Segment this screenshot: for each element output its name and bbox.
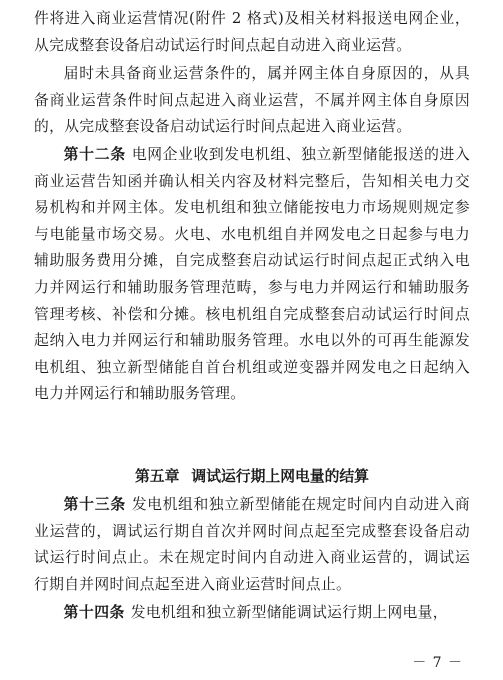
paragraph-text: 届时未具备商业运营条件的，属并网主体自身原因的，从具备商业运营条件时间点起进入商业运营，不属并网主体自身原因的，从完成整套设备启动试运行时间点起进入商业运营。 [34,65,470,136]
chapter-title: 调试运行期上网电量的结算 [191,468,369,485]
chapter-number: 第五章 [135,468,180,485]
page-number: － 7 － [412,655,463,671]
article-13 [34,492,470,598]
article-text: 电网企业收到发电机组、独立新型储能报送的进入商业运营告知函并确认相关内容及材料完整后，告知相关电力交易机构和并网主体。发电机组和独立储能按电力市场规则规定参与电能量市场交易。火电、水电机组自并网发电之日起参与电力辅助服务费用分摊，自完成整套启动试运行时间点起正式纳入电力并网运行和辅助服务管理范畴，参与电力并网运行和辅助服务管理考核、补偿和分摊。核电机组自完成整套启动试运行时间点起纳入电力并网运行和辅助服务管理。水电以外的可再生能源发电机组、独立新型储能自首台机组或逆变器并网发电之日起纳入电力并网运行和辅助服务管理。 [34,146,470,403]
article-14 [34,600,470,627]
paragraph [34,61,470,141]
article-label: 第十二条 [63,146,126,163]
article-label: 第十四条 [63,604,125,621]
paragraph-text: 件将进入商业运营情况(附件 2 格式)及相关材料报送电网企业，从完成整套设备启动试运行时间点起自动进入商业运营。 [34,10,470,54]
chapter-heading [34,464,470,490]
paragraph-continued [34,6,470,59]
article-text: 发电机组和独立新型储能调试运行期上网电量， [130,604,448,621]
article-label: 第十三条 [63,496,126,513]
article-text: 发电机组和独立新型储能在规定时间内自动进入商业运营的，调试运行期自首次并网时间点起至完成整套设备启动试运行时间点止。未在规定时间内自动进入商业运营的，调试运行期自并网时间点起至进入商业运营时间点止。 [34,496,470,593]
article-12 [34,142,470,408]
